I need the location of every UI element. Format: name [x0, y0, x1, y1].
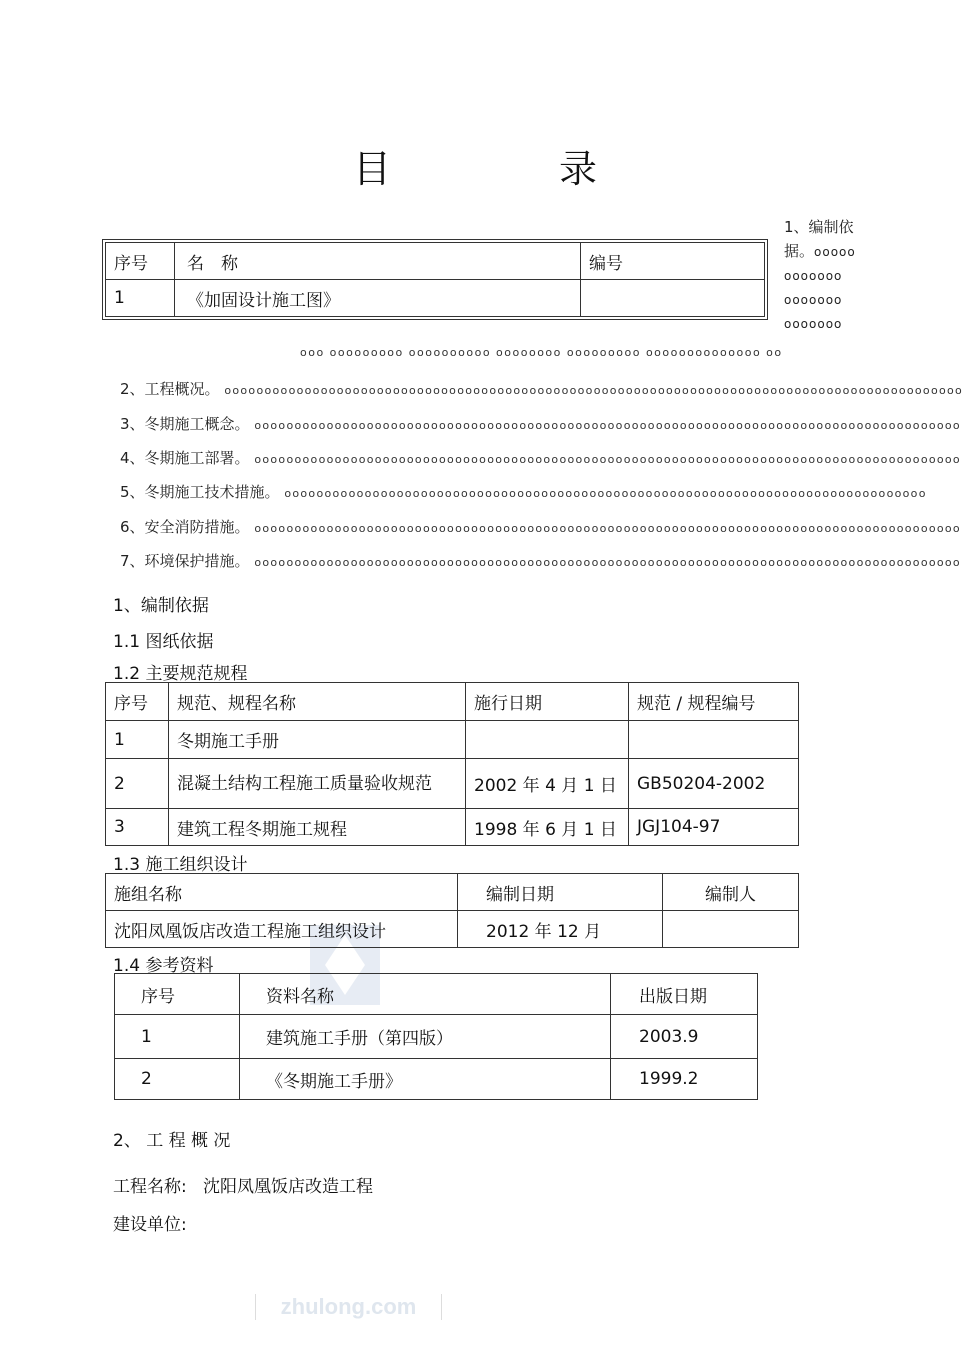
table-cell: [663, 911, 799, 948]
table-header-row: [115, 974, 758, 1015]
subsection-heading: 1.2 主要规范规程: [113, 664, 248, 684]
project-name-line: [113, 1172, 373, 1197]
reference-table: [114, 973, 758, 1100]
side-note-dots: ooooooo: [784, 293, 843, 307]
table-header-cell: 名 称: [175, 243, 581, 280]
section-heading: 1、编制依据: [113, 596, 209, 616]
toc-entry-label: 2、工程概况。: [120, 380, 220, 398]
field-label: 建设单位:: [113, 1215, 187, 1235]
subsection-heading: 1.1 图纸依据: [113, 632, 214, 652]
table-cell: [466, 721, 629, 759]
table-row: [106, 759, 799, 809]
toc-entry-leader: oooooooooooooooooooooooooooooooooooooooooooooooooooooooooooooooooooooooooooooooo: [284, 487, 927, 500]
table-cell: 2012 年 12 月: [458, 911, 663, 948]
table-cell: GB50204-2002: [629, 759, 799, 809]
toc-entry-leader: oooooooooooooooooooooooooooooooooooooooooooooooooooooooooooooooooooooooooooooooooooooooo: [254, 556, 961, 569]
table-cell: JGJ104-97: [629, 809, 799, 846]
table-row: [115, 1059, 758, 1100]
page-title: 目 录: [352, 147, 676, 191]
subsection-heading: 1.3 施工组织设计: [113, 855, 248, 875]
toc-entry-leader: oooooooooooooooooooooooooooooooooooooooooooooooooooooooooooooooooooooooooooooooooooooooooooo: [224, 384, 963, 397]
table-cell: 混凝土结构工程施工质量验收规范: [169, 759, 466, 809]
table-cell: 1: [115, 1015, 240, 1059]
table-cell: 2002 年 4 月 1 日: [466, 759, 629, 809]
table-cell: 《加固设计施工图》: [175, 280, 581, 317]
toc-entry[interactable]: [120, 378, 963, 399]
table-row: [106, 809, 799, 846]
table-cell: 建筑工程冬期施工规程: [169, 809, 466, 846]
dot-leader: ooo ooooooooo oooooooooo oooooooo ooooooooo oooooooooooooo oo: [300, 346, 783, 359]
subsection-heading: 1.4 参考资料: [113, 956, 214, 976]
toc-entry[interactable]: [120, 516, 961, 537]
table-cell: 1999.2: [611, 1059, 758, 1100]
side-note-dots: ooooo: [814, 245, 856, 259]
table-header-cell: 资料名称: [240, 974, 611, 1015]
table-row: [106, 280, 765, 317]
table-header-cell: 施行日期: [466, 683, 629, 721]
toc-entry[interactable]: [120, 447, 961, 468]
toc-entry-label: 3、冬期施工概念。: [120, 415, 250, 433]
toc-entry[interactable]: [120, 550, 961, 571]
table-header-cell: 出版日期: [611, 974, 758, 1015]
table-cell: 冬期施工手册: [169, 721, 466, 759]
toc-entry-label: 7、环境保护措施。: [120, 552, 250, 570]
table-row: [115, 1015, 758, 1059]
section-heading: 2、 工 程 概 况: [113, 1131, 231, 1151]
toc-entry-leader: oooooooooooooooooooooooooooooooooooooooooooooooooooooooooooooooooooooooooooooooooooooooo: [254, 419, 961, 432]
table-header-cell: 编制日期: [458, 874, 663, 911]
table-header-cell: 序号: [106, 243, 175, 280]
toc-entry-label: 6、安全消防措施。: [120, 518, 250, 536]
side-note-dots: ooooooo: [784, 269, 843, 283]
table-header-cell: 编号: [581, 243, 765, 280]
toc-entry[interactable]: [120, 481, 927, 502]
table-header-cell: 规范、规程名称: [169, 683, 466, 721]
org-design-table: [105, 873, 799, 948]
toc-entry-leader: oooooooooooooooooooooooooooooooooooooooooooooooooooooooooooooooooooooooooooooooooooooooo: [254, 522, 961, 535]
side-note-line: 据。: [784, 242, 815, 260]
drawing-table: [105, 242, 765, 317]
table-cell: 2: [106, 759, 169, 809]
toc-entry-leader: oooooooooooooooooooooooooooooooooooooooooooooooooooooooooooooooooooooooooooooooooooooooo: [254, 453, 961, 466]
table-header-cell: 编制人: [663, 874, 799, 911]
table-cell: 1: [106, 721, 169, 759]
toc-entry[interactable]: [120, 413, 961, 434]
side-note-line: 1、编制依: [784, 218, 854, 236]
table-header-cell: 施组名称: [106, 874, 458, 911]
codes-table: [105, 682, 799, 846]
table-cell: 建筑施工手册（第四版）: [240, 1015, 611, 1059]
table-cell: 1: [106, 280, 175, 317]
table-header-row: [106, 243, 765, 280]
table-header-row: [106, 874, 799, 911]
table-row: [106, 911, 799, 948]
table-cell: 2: [115, 1059, 240, 1100]
toc-entry-label: 5、冬期施工技术措施。: [120, 483, 280, 501]
table-cell: 《冬期施工手册》: [240, 1059, 611, 1100]
table-cell: [629, 721, 799, 759]
table-cell: 2003.9: [611, 1015, 758, 1059]
table-header-row: [106, 683, 799, 721]
field-label: 工程名称:: [113, 1177, 187, 1197]
table-row: [106, 721, 799, 759]
table-header-cell: 序号: [106, 683, 169, 721]
table-header-cell: 规范 / 规程编号: [629, 683, 799, 721]
table-cell: 1998 年 6 月 1 日: [466, 809, 629, 846]
table-header-cell: 序号: [115, 974, 240, 1015]
watermark-text: zhulong.com: [255, 1294, 442, 1320]
side-note-dots: ooooooo: [784, 317, 843, 331]
table-cell: [581, 280, 765, 317]
table-cell: 3: [106, 809, 169, 846]
table-cell: 沈阳凤凰饭店改造工程施工组织设计: [106, 911, 458, 948]
side-note: [784, 215, 864, 336]
toc-entry-label: 4、冬期施工部署。: [120, 449, 250, 467]
field-value: 沈阳凤凰饭店改造工程: [202, 1177, 373, 1197]
